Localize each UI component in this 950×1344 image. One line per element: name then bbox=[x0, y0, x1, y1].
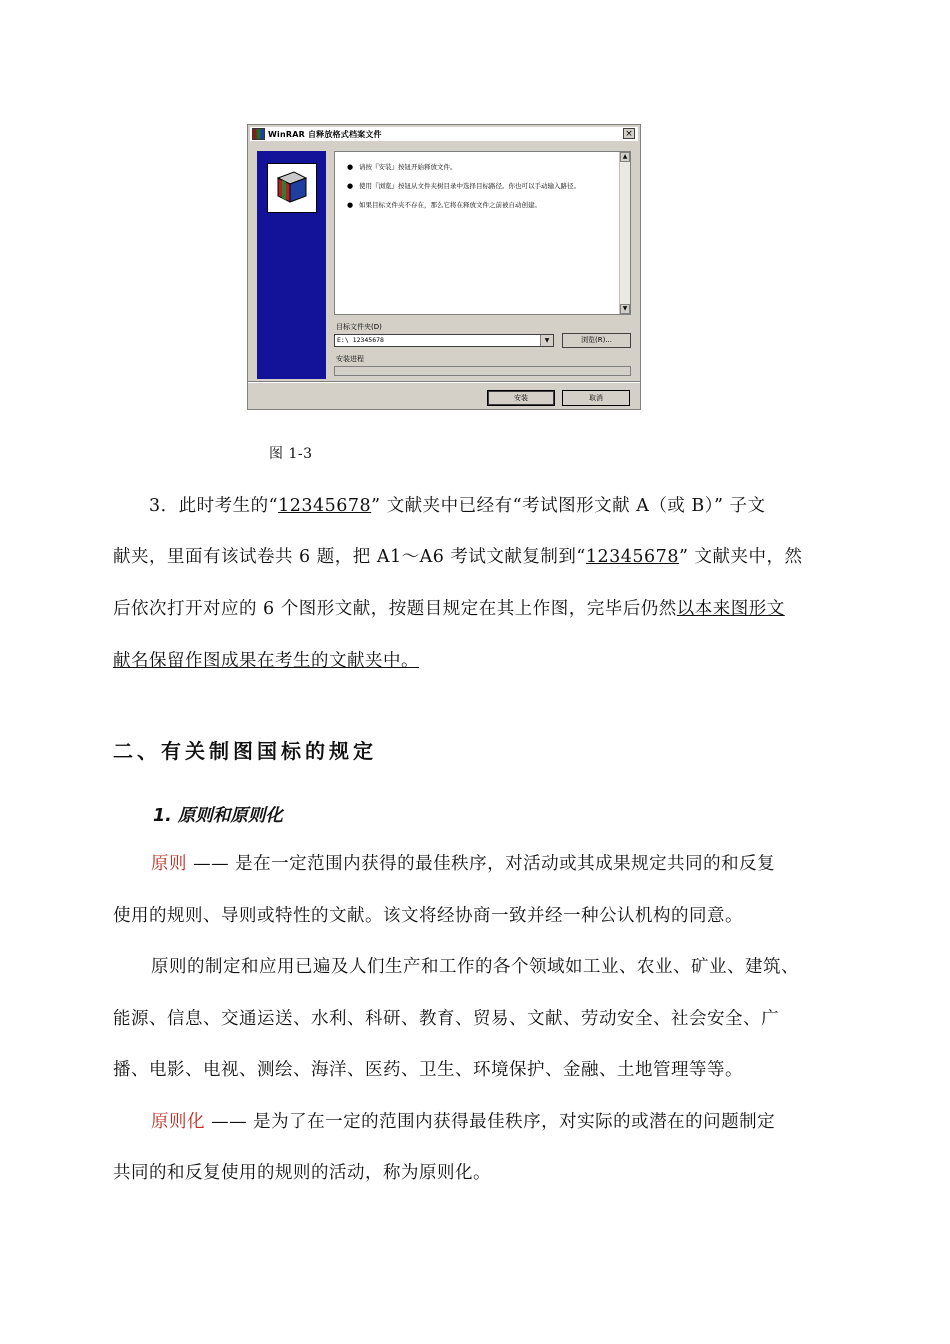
section-heading: 二、有关制图国标的规定 bbox=[113, 739, 377, 763]
archive-box-icon bbox=[267, 163, 317, 213]
paragraph-line: 使用的规则、导则或特性的文献。该文将经协商一致并经一种公认机构的同意。 bbox=[113, 906, 743, 926]
cancel-button[interactable]: 取消 bbox=[562, 390, 630, 406]
term-standardization: 原则化 bbox=[151, 1112, 205, 1132]
paragraph-line: 献名保留作图成果在考生的文献夹中。 bbox=[113, 651, 419, 671]
paragraph-line: 原则化 —— 是为了在一定的范围内获得最佳秩序，对实际的或潜在的问题制定 bbox=[113, 1108, 838, 1133]
paragraph-line: 播、电影、电视、测绘、海洋、医药、卫生、环境保护、金融、土地管理等等。 bbox=[113, 1060, 743, 1080]
browse-button[interactable]: 浏览(R)... bbox=[562, 333, 631, 348]
divider bbox=[248, 381, 640, 383]
info-item: ● 使用『浏览』按钮从文件夹树目录中选择目标路径。你也可以手动输入路径。 bbox=[347, 182, 580, 190]
progress-label: 安装进程 bbox=[336, 355, 364, 363]
figure-caption: 图 1-3 bbox=[269, 446, 313, 462]
paragraph-line: 原则 —— 是在一定范围内获得的最佳秩序，对活动或其成果规定共同的和反复 bbox=[113, 850, 838, 875]
target-folder-input[interactable]: E:\ 12345678 bbox=[334, 334, 554, 347]
info-item: ● 请按『安装』按钮开始释放文件。 bbox=[347, 163, 457, 171]
chevron-down-icon[interactable]: ▼ bbox=[540, 335, 553, 346]
subsection-heading: 1. 原则和原则化 bbox=[153, 806, 283, 826]
info-item: ● 如果目标文件夹不存在，那么它将在释放文件之前被自动创建。 bbox=[347, 201, 541, 209]
paragraph-line: 献夹，里面有该试卷共 6 题，把 A1～A6 考试文献复制到“12345678” 文献夹中，然 bbox=[113, 547, 803, 567]
term-standard: 原则 bbox=[151, 854, 187, 874]
winrar-app-icon bbox=[252, 128, 265, 140]
scroll-up-icon[interactable]: ▲ bbox=[620, 152, 630, 162]
paragraph-line: 能源、信息、交通运送、水利、科研、教育、贸易、文献、劳动安全、社会安全、广 bbox=[113, 1009, 779, 1029]
target-folder-label: 目标文件夹(D) bbox=[336, 323, 382, 331]
close-icon[interactable]: × bbox=[623, 128, 635, 139]
install-progress-bar bbox=[334, 366, 631, 376]
winrar-dialog-screenshot bbox=[247, 124, 641, 410]
info-panel bbox=[334, 151, 631, 315]
paragraph-line: 后依次打开对应的 6 个图形文献，按题目规定在其上作图，完毕后仍然以本来图形文 bbox=[113, 599, 785, 619]
dialog-titlebar bbox=[250, 127, 638, 141]
scroll-down-icon[interactable]: ▼ bbox=[620, 304, 630, 314]
side-banner bbox=[257, 151, 326, 379]
install-button[interactable]: 安装 bbox=[487, 390, 555, 406]
info-scrollbar[interactable] bbox=[619, 152, 630, 314]
paragraph-line: 共同的和反复使用的规则的活动，称为原则化。 bbox=[113, 1163, 491, 1183]
paragraph-line: 3．此时考生的“12345678” 文献夹中已经有“考试图形文献 A（或 B）” 子文 bbox=[149, 496, 766, 516]
dialog-title: WinRAR 自释放格式档案文件 bbox=[268, 129, 382, 139]
paragraph-line: 原则的制定和应用已遍及人们生产和工作的各个领域如工业、农业、矿业、建筑、 bbox=[151, 957, 799, 977]
